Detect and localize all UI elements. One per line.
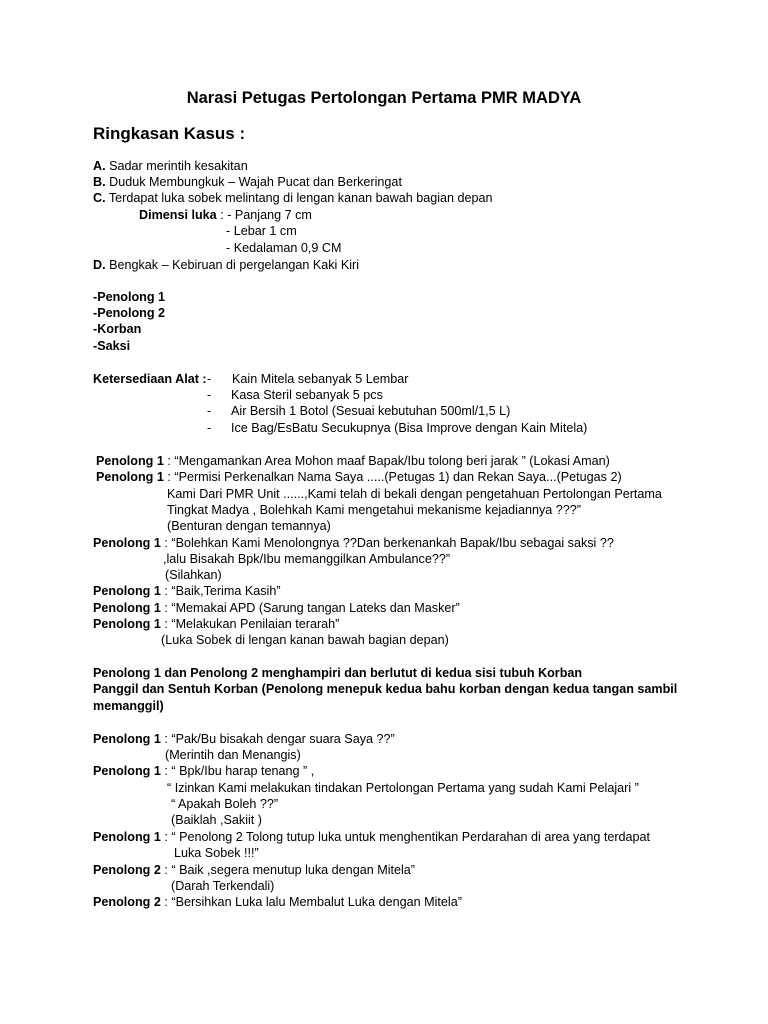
dialogue-continuation: ,lalu Bisakah Bpk/Ibu memanggilkan Ambulance??” xyxy=(163,552,451,566)
instruction-line: Panggil dan Sentuh Korban (Penolong menepuk kedua bahu korban dengan kedua tangan sambil xyxy=(93,682,678,696)
dialogue-line xyxy=(93,894,462,910)
speaker: Penolong 1 xyxy=(93,617,161,631)
equipment-item: Kain Mitela sebanyak 5 Lembar xyxy=(232,372,409,386)
speaker: Penolong 1 xyxy=(93,536,161,550)
case-label: B. xyxy=(93,175,106,189)
dialogue-continuation: “ Izinkan Kami melakukan tindakan Pertolongan Pertama yang sudah Kami Pelajari ” xyxy=(167,781,639,795)
case-label: C. xyxy=(93,191,106,205)
dimension-label: Dimensi luka xyxy=(139,208,217,222)
dialogue-text: : “ Bpk/Ibu harap tenang ” , xyxy=(160,764,315,778)
case-c xyxy=(93,190,493,206)
equipment-dash: - xyxy=(207,388,212,402)
speaker: Penolong 1 xyxy=(93,830,161,844)
dialogue-continuation: Kami Dari PMR Unit ......,Kami telah di bekali dengan pengetahuan Pertolongan Pertama xyxy=(167,487,662,501)
case-b xyxy=(93,174,402,190)
speaker: Penolong 2 xyxy=(93,895,161,909)
dialogue-continuation: (Silahkan) xyxy=(165,568,222,582)
equipment-item: Kasa Steril sebanyak 5 pcs xyxy=(231,388,383,402)
dialogue-text: : “Bolehkan Kami Menolongnya ??Dan berkenankah Bapak/Ibu sebagai saksi ?? xyxy=(160,536,614,550)
instruction-line: memanggil) xyxy=(93,699,164,713)
equipment-dash: - xyxy=(207,421,212,435)
dialogue-continuation: (Benturan dengan temannya) xyxy=(167,519,331,533)
speaker: Penolong 1 xyxy=(93,584,161,598)
dimension-item: - Panjang 7 cm xyxy=(227,208,312,222)
dialogue-text: : “Baik,Terima Kasih” xyxy=(160,584,281,598)
role-item: -Penolong 1 xyxy=(93,290,166,304)
speaker: Penolong 1 xyxy=(96,470,164,484)
case-text: Terdapat luka sobek melintang di lengan kanan bawah bagian depan xyxy=(105,191,493,205)
case-text: Duduk Membungkuk – Wajah Pucat dan Berkeringat xyxy=(105,175,402,189)
role-item: -Penolong 2 xyxy=(93,306,166,320)
dialogue-text: : “Permisi Perkenalkan Nama Saya .....(Petugas 1) dan Rekan Saya...(Petugas 2) xyxy=(163,470,622,484)
equipment-item: Air Bersih 1 Botol (Sesuai kebutuhan 500ml/1,5 L) xyxy=(231,404,511,418)
speaker: Penolong 2 xyxy=(93,863,161,877)
speaker: Penolong 1 xyxy=(93,764,161,778)
dialogue-line xyxy=(93,731,395,747)
speaker: Penolong 1 xyxy=(96,454,164,468)
speaker: Penolong 1 xyxy=(93,601,161,615)
dialogue-line xyxy=(96,453,610,469)
dimension-line xyxy=(139,207,312,223)
summary-heading: Ringkasan Kasus : xyxy=(93,124,246,143)
case-text: Bengkak – Kebiruan di pergelangan Kaki Kiri xyxy=(105,258,360,272)
dialogue-continuation: Luka Sobek !!!” xyxy=(174,846,259,860)
dialogue-line xyxy=(93,600,460,616)
speaker: Penolong 1 xyxy=(93,732,161,746)
equipment-dash: - xyxy=(207,404,212,418)
dialogue-text: : “ Penolong 2 Tolong tutup luka untuk menghentikan Perdarahan di area yang terdapat xyxy=(160,830,651,844)
equipment-dash: - xyxy=(207,372,212,386)
dimension-sep: : xyxy=(216,208,228,222)
dimension-item: - Lebar 1 cm xyxy=(226,224,297,238)
case-a xyxy=(93,158,248,174)
dialogue-text: : “Memakai APD (Sarung tangan Lateks dan Masker” xyxy=(160,601,460,615)
dimension-item: - Kedalaman 0,9 CM xyxy=(226,241,342,255)
document-title: Narasi Petugas Pertolongan Pertama PMR MADYA xyxy=(186,89,582,107)
case-label: A. xyxy=(93,159,106,173)
dialogue-text: : “Mengamankan Area Mohon maaf Bapak/Ibu tolong beri jarak ” (Lokasi Aman) xyxy=(163,454,610,468)
dialogue-continuation: (Luka Sobek di lengan kanan bawah bagian depan) xyxy=(161,633,449,647)
dialogue-text: : “Pak/Bu bisakah dengar suara Saya ??” xyxy=(160,732,395,746)
equipment-label: Ketersediaan Alat : xyxy=(93,372,207,386)
dialogue-line xyxy=(93,862,415,878)
role-item: -Saksi xyxy=(93,339,131,353)
dialogue-line xyxy=(93,763,314,779)
case-d xyxy=(93,257,359,273)
dialogue-line xyxy=(93,535,614,551)
case-text: Sadar merintih kesakitan xyxy=(105,159,248,173)
dialogue-continuation: “ Apakah Boleh ??” xyxy=(171,797,279,811)
dialogue-line xyxy=(93,829,650,845)
dialogue-text: : “Melakukan Penilaian terarah” xyxy=(160,617,340,631)
dialogue-continuation: (Merintih dan Menangis) xyxy=(165,748,301,762)
dialogue-line xyxy=(93,583,281,599)
dialogue-continuation: Tingkat Madya , Bolehkah Kami mengetahui mekanisme kejadiannya ???” xyxy=(167,503,581,517)
dialogue-continuation: (Darah Terkendali) xyxy=(171,879,275,893)
role-item: -Korban xyxy=(93,322,142,336)
instruction-line: Penolong 1 dan Penolong 2 menghampiri dan berlutut di kedua sisi tubuh Korban xyxy=(93,666,583,680)
dialogue-text: : “ Baik ,segera menutup luka dengan Mitela” xyxy=(160,863,415,877)
dialogue-line xyxy=(96,469,622,485)
dialogue-continuation: (Baiklah ,Sakiit ) xyxy=(171,813,262,827)
dialogue-text: : “Bersihkan Luka lalu Membalut Luka dengan Mitela” xyxy=(160,895,462,909)
equipment-item: Ice Bag/EsBatu Secukupnya (Bisa Improve dengan Kain Mitela) xyxy=(231,421,588,435)
case-label: D. xyxy=(93,258,106,272)
dialogue-line xyxy=(93,616,339,632)
